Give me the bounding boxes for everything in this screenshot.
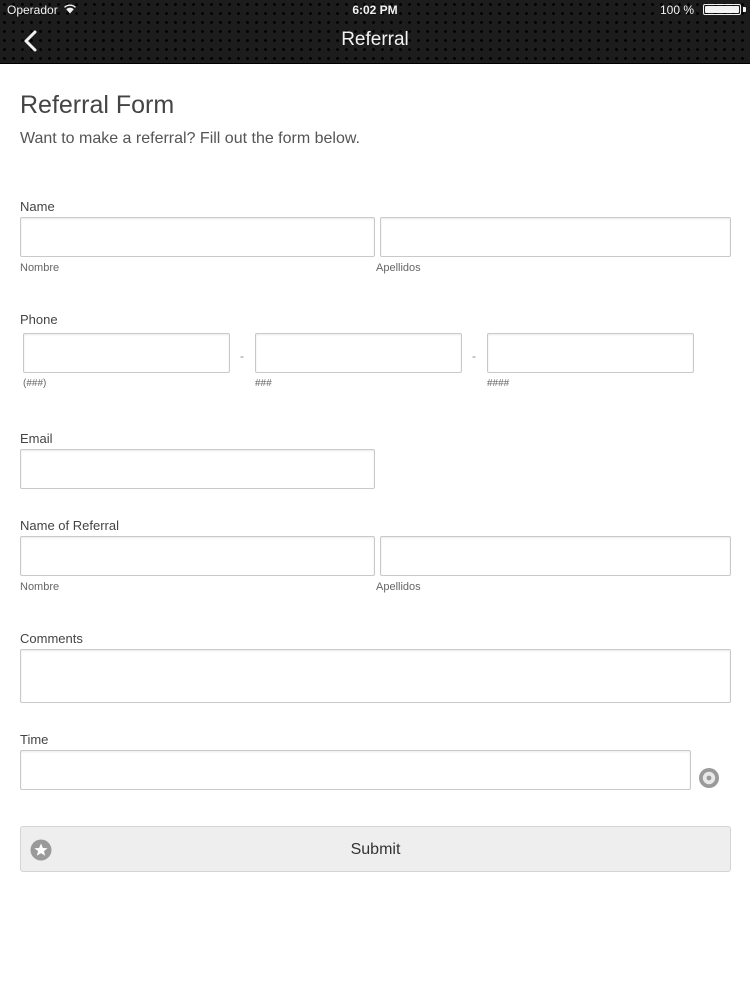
referral-last-name-sublabel: Apellidos <box>376 581 421 593</box>
referral-first-name-sublabel: Nombre <box>20 581 60 593</box>
nav-title: Referral <box>341 29 409 50</box>
submit-button-label: Submit <box>350 841 401 858</box>
last-name-input[interactable] <box>380 217 731 257</box>
first-name-sublabel: Nombre <box>20 262 60 274</box>
phone-line-sublabel: #### <box>487 378 510 389</box>
battery-tip <box>743 7 746 12</box>
battery-icon <box>703 4 741 15</box>
clock-icon[interactable] <box>698 767 720 789</box>
referral-name-label: Name of Referral <box>20 518 119 533</box>
submit-button[interactable] <box>20 826 731 872</box>
top-navigation-bar <box>0 0 750 64</box>
time-label: Time <box>20 732 49 747</box>
phone-prefix-sublabel: ### <box>255 378 272 389</box>
carrier-label: Operador <box>7 3 58 17</box>
last-name-sublabel: Apellidos <box>376 262 421 274</box>
first-name-input[interactable] <box>20 217 375 257</box>
email-label: Email <box>20 431 53 446</box>
comments-label: Comments <box>20 631 83 646</box>
email-field[interactable] <box>20 449 375 489</box>
time-input[interactable] <box>20 750 691 790</box>
battery-percentage: 100 % <box>659 3 694 17</box>
page-title: Referral Form <box>20 91 175 119</box>
name-label: Name <box>20 199 55 214</box>
phone-separator: - <box>472 349 476 363</box>
phone-prefix-input[interactable] <box>255 333 462 373</box>
referral-first-name-input[interactable] <box>20 536 375 576</box>
phone-separator: - <box>240 349 244 363</box>
phone-area-sublabel: (###) <box>23 378 47 389</box>
phone-line-input[interactable] <box>487 333 694 373</box>
referral-last-name-input[interactable] <box>380 536 731 576</box>
phone-area-code-input[interactable] <box>23 333 230 373</box>
comments-textarea[interactable] <box>20 649 731 703</box>
phone-label: Phone <box>20 312 58 327</box>
status-time: 6:02 PM <box>352 3 398 17</box>
form-description: Want to make a referral? Fill out the form below. <box>20 130 360 147</box>
